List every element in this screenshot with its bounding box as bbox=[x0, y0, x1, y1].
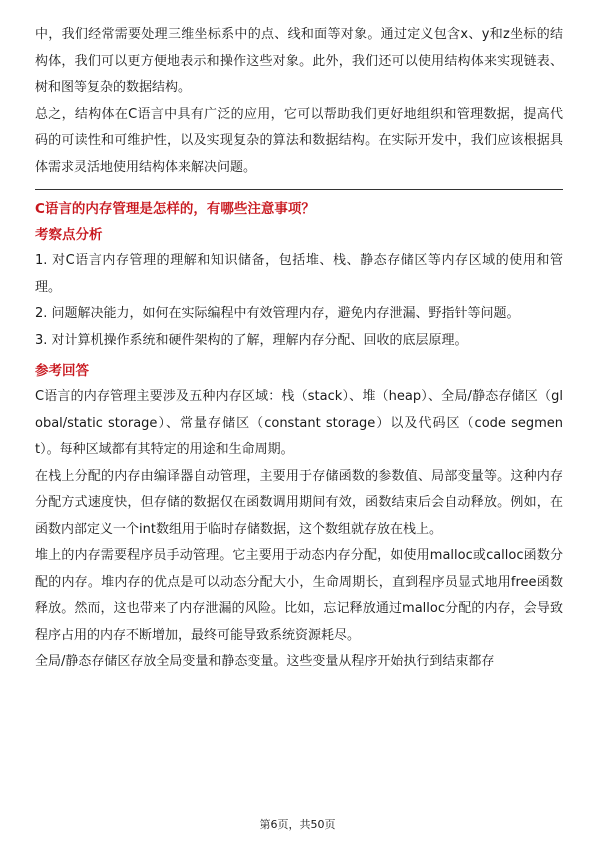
analysis-heading: 考察点分析 bbox=[35, 227, 103, 243]
intro-paragraph-1: 中，我们经常需要处理三维坐标系中的点、线和面等对象。通过定义包含x、y和z坐标的结构体，我们可以更方便地表示和操作这些对象。此外，我们还可以使用结构体来实现链表、树和图等复杂的数据结构。 bbox=[35, 27, 563, 95]
question-title: C语言的内存管理是怎样的，有哪些注意事项？ bbox=[35, 201, 315, 217]
answer-heading: 参考回答 bbox=[35, 363, 89, 379]
analysis-item-3: 3. 对计算机操作系统和硬件架构的了解，理解内存分配、回收的底层原理。 bbox=[35, 332, 468, 348]
answer-paragraph-3: 堆上的内存需要程序员手动管理。它主要用于动态内存分配，如使用malloc或calloc函数分配的内存。堆内存的优点是可以动态分配大小，生命周期长，直到程序员显式地用free函数释放。然而，这也带来了内存泄漏的风险。比如，忘记释放通过malloc分配的内存，会导致程序占用的内存不断增加，最终可能导致系统资源耗尽。 bbox=[35, 548, 563, 643]
answer-paragraph-4: 全局/静态存储区存放全局变量和静态变量。这些变量从程序开始执行到结束都存 bbox=[35, 654, 495, 669]
document-body bbox=[35, 22, 563, 676]
analysis-item-2: 2. 问题解决能力，如何在实际编程中有效管理内存，避免内存泄漏、野指针等问题。 bbox=[35, 306, 520, 321]
answer-paragraph-2: 在栈上分配的内存由编译器自动管理，主要用于存储函数的参数值、局部变量等。这种内存分配方式速度快，但存储的数据仅在函数调用期间有效，函数结束后会自动释放。例如，在函数内部定义一个int数组用于临时存储数据，这个数组就存放在栈上。 bbox=[35, 468, 563, 537]
answer-paragraph-1: C语言的内存管理主要涉及五种内存区域：栈（stack）、堆（heap）、全局/静态存储区（global/static storage）、常量存储区（constant storage）以及代码区（code segment）。每种区域都有其特定的用途和生命周期。 bbox=[35, 389, 563, 457]
page-number: 第6页，共50页 bbox=[259, 818, 336, 831]
analysis-item-1: 1. 对C语言内存管理的理解和知识储备，包括堆、栈、静态存储区等内存区域的使用和管理。 bbox=[35, 253, 563, 295]
section-divider bbox=[35, 189, 563, 190]
intro-paragraph-2: 总之，结构体在C语言中具有广泛的应用，它可以帮助我们更好地组织和管理数据，提高代码的可读性和可维护性，以及实现复杂的算法和数据结构。在实际开发中，我们应该根据具体需求灵活地使用结构体来解决问题。 bbox=[35, 106, 563, 175]
